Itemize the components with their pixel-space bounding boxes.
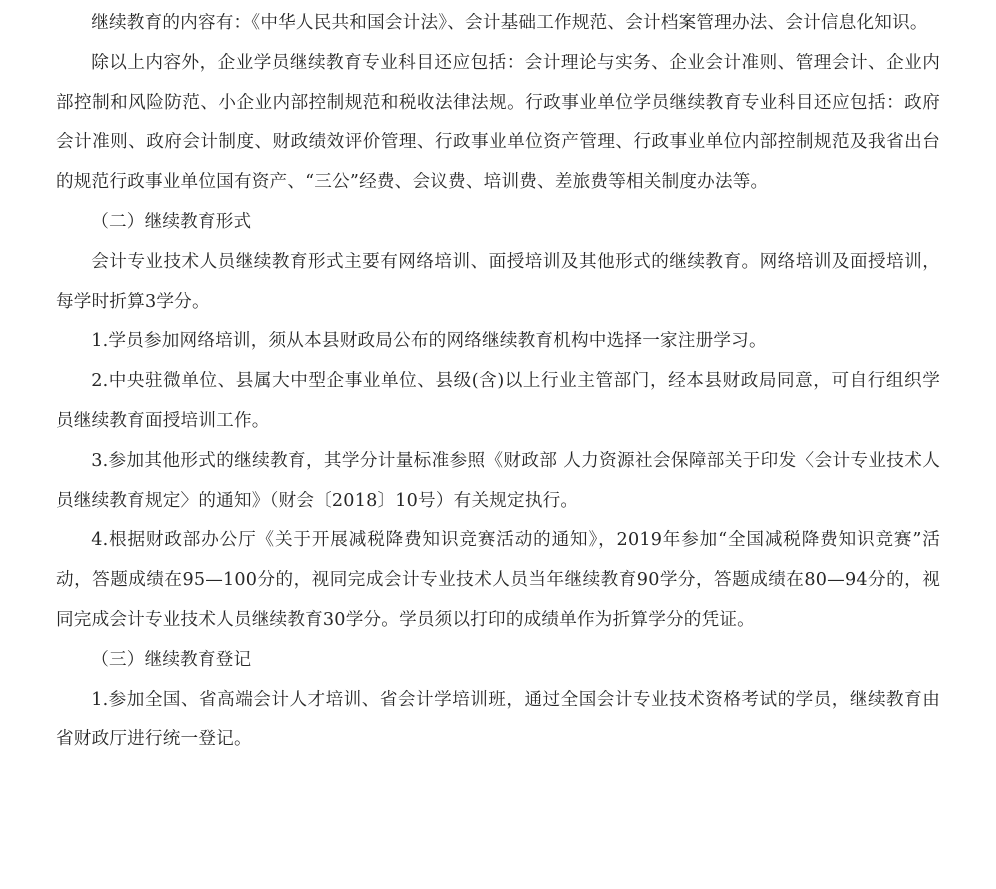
paragraph-content-list: 继续教育的内容有：《中华人民共和国会计法》、会计基础工作规范、会计档案管理办法、会计信息化知识。 [91,13,928,33]
paragraph-item-registration: 1.参加全国、省高端会计人才培训、省会计学培训班，通过全国会计专业技术资格考试的学员，继续教育由省财政厅进行统一登记。 [56,689,940,750]
paragraph-specialized-subjects: 除以上内容外，企业学员继续教育专业科目还应包括：会计理论与实务、企业会计准则、管理会计、企业内部控制和风险防范、小企业内部控制规范和税收法律法规。行政事业单位学员继续教育专业科目还应包括：政府会计准则、政府会计制度、财政绩效评价管理、行政事业单位资产管理、行政事业单位内部控制规范及我省出台的规范行政事业单位国有资产、“三公”经费、会议费、培训费、差旅费等相关制度办法等。 [56,52,940,193]
section-heading-registration: （三）继续教育登记 [91,649,252,670]
paragraph-item-online-training: 1.学员参加网络培训，须从本县财政局公布的网络继续教育机构中选择一家注册学习。 [91,331,767,352]
paragraph-item-other-forms: 3.参加其他形式的继续教育，其学分计量标准参照《财政部 人力资源社会保障部关于印发〈会计专业技术人员继续教育规定〉的通知》（财会〔2018〕10号）有关规定执行。 [56,450,940,511]
paragraph-forms-overview: 会计专业技术人员继续教育形式主要有网络培训、面授培训及其他形式的继续教育。网络培训及面授培训，每学时折算3学分。 [56,251,940,312]
paragraph-item-quiz-credits: 4.根据财政部办公厅《关于开展减税降费知识竞赛活动的通知》，2019年参加“全国减税降费知识竞赛”活动，答题成绩在95—100分的，视同完成会计专业技术人员当年继续教育90学分，答题成绩在80—94分的，视同完成会计专业技术人员继续教育30学分。学员须以打印的成绩单作为折算学分的凭证。 [56,530,940,630]
section-heading-education-forms: （二）继续教育形式 [91,211,252,232]
paragraph-item-face-to-face: 2.中央驻微单位、县属大中型企事业单位、县级(含)以上行业主管部门，经本县财政局同意，可自行组织学员继续教育面授培训工作。 [56,371,940,431]
